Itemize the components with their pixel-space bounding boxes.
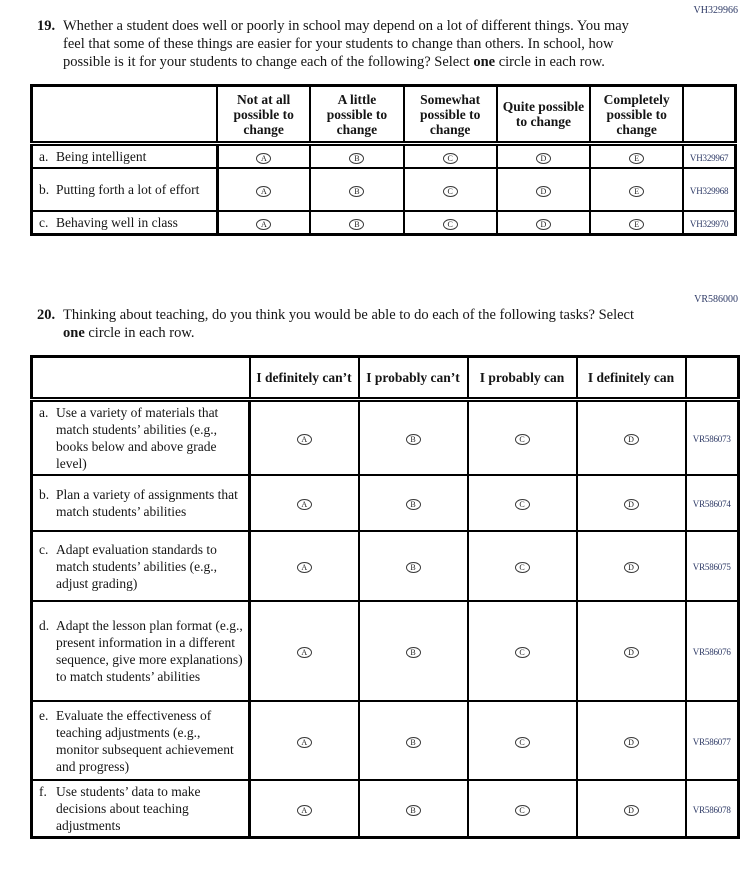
question-19 [37,17,693,71]
row-label: Adapt evaluation standards to match students’ abilities (e.g., adjust grading) [56,541,217,591]
option-circle-a[interactable]: A [256,186,271,197]
row-label: Putting forth a lot of effort [56,182,200,197]
option-circle-a[interactable]: A [297,737,312,748]
option-circle-b[interactable]: B [406,737,421,748]
question-20-text [63,306,651,342]
q20-text-pre: Thinking about teaching, do you think you would be able to do each of the following tasks? Select [63,307,635,323]
option-circle-b[interactable]: B [349,153,364,164]
option-circle-d[interactable]: D [624,562,639,573]
option-circle-a[interactable]: A [297,647,312,658]
option-circle-a[interactable]: A [256,153,271,164]
q20-row-b-label-cell [32,475,250,531]
q19-header-blank [32,86,218,144]
item-code: VR586078 [692,804,731,815]
row-label: Adapt the lesson plan format (e.g., present information in a different sequence, give more explanations) to match students’ abilities [56,618,243,684]
q19-row-b-label-cell [32,168,218,211]
q20-header-code-blank [686,357,739,400]
q20-column-header-2: I probably can’t [359,357,468,400]
row-prefix: c. [39,215,49,230]
table-row [32,400,739,476]
option-circle-e[interactable]: E [629,219,644,230]
q19-column-header-5: Completely possible to change [590,86,683,144]
option-circle-a[interactable]: A [297,499,312,510]
item-code: VR586074 [692,499,731,509]
item-code: VH329970 [689,218,729,229]
q20-reference-code: VR586000 [694,294,738,305]
q20-row-c-label-cell [32,531,250,601]
option-circle-d[interactable]: D [624,647,639,658]
option-circle-c[interactable]: C [515,434,530,445]
q20-response-table [30,355,740,839]
q19-header-code-blank [683,86,735,144]
option-circle-c[interactable]: C [443,186,458,197]
option-circle-d[interactable]: D [624,805,639,816]
question-19-text [63,17,651,71]
q20-row-d-label-cell [32,601,250,701]
q20-text-bold: one [63,325,85,341]
row-prefix: a. [39,405,49,420]
table-row [32,780,739,838]
option-circle-c[interactable]: C [515,499,530,510]
option-circle-c[interactable]: C [515,647,530,658]
option-circle-d[interactable]: D [624,737,639,748]
option-circle-d[interactable]: D [624,434,639,445]
option-circle-d[interactable]: D [536,153,551,164]
row-label: Being intelligent [56,149,147,164]
option-circle-b[interactable]: B [406,434,421,445]
option-circle-b[interactable]: B [349,219,364,230]
q20-text-post: circle in each row. [84,325,195,341]
q19-reference-code: VH329966 [693,5,738,16]
item-code: VH329968 [689,185,729,196]
q19-row-a-label-cell [32,144,218,169]
item-code: VR586076 [692,647,731,657]
item-code: VR586077 [692,736,731,747]
q19-column-header-1: Not at all possible to change [217,86,310,144]
q19-text-bold: one [473,54,496,70]
table-row [32,701,739,780]
q20-header-blank [32,357,250,400]
table-row [32,168,736,211]
row-prefix: e. [39,707,49,723]
row-prefix: a. [39,149,49,164]
table-row [32,144,736,169]
item-code: VR586073 [692,434,731,444]
option-circle-b[interactable]: B [406,562,421,573]
row-prefix: b. [39,182,50,197]
row-label: Use a variety of materials that match students’ abilities (e.g., books below and above grade level) [56,405,219,471]
q19-text-post: circle in each row. [495,54,605,70]
row-label: Behaving well in class [56,215,178,230]
option-circle-c[interactable]: C [443,219,458,230]
question-19-number: 19. [37,18,56,34]
question-20 [37,306,693,342]
row-prefix: d. [39,618,50,633]
option-circle-b[interactable]: B [349,186,364,197]
option-circle-e[interactable]: E [629,153,644,164]
option-circle-a[interactable]: A [297,434,312,445]
option-circle-b[interactable]: B [406,647,421,658]
q19-column-header-3: Somewhat possible to change [404,86,497,144]
item-code: VR586075 [692,562,731,572]
row-prefix: f. [39,784,47,799]
row-label: Plan a variety of assignments that match students’ abilities [56,487,238,519]
option-circle-d[interactable]: D [624,499,639,510]
item-code: VH329967 [689,152,729,163]
table-row [32,601,739,701]
table-row [32,531,739,601]
row-prefix: c. [39,541,49,557]
option-circle-b[interactable]: B [406,499,421,510]
q19-row-c-label-cell [32,211,218,235]
row-label: Use students’ data to make decisions about teaching adjustments [56,784,201,833]
option-circle-c[interactable]: C [515,562,530,573]
option-circle-a[interactable]: A [297,805,312,816]
option-circle-c[interactable]: C [515,737,530,748]
q20-row-f-label-cell [32,780,250,838]
question-20-number: 20. [37,307,56,323]
option-circle-c[interactable]: C [515,805,530,816]
q20-column-header-1: I definitely can’t [250,357,359,400]
option-circle-d[interactable]: D [536,219,551,230]
row-prefix: b. [39,487,50,502]
q20-column-header-4: I definitely can [577,357,686,400]
q20-row-e-label-cell [32,701,250,780]
option-circle-d[interactable]: D [536,186,551,197]
q19-column-header-2: A little possible to change [310,86,403,144]
option-circle-c[interactable]: C [443,153,458,164]
q20-column-header-3: I probably can [468,357,577,400]
option-circle-a[interactable]: A [256,219,271,230]
option-circle-a[interactable]: A [297,562,312,573]
q19-text-pre: Whether a student does well or poorly in school may depend on a lot of different things. You may feel that some of these things are easier for your students to change than others. In school, how possible is it for your students to change each of the following? Select [63,18,629,70]
option-circle-b[interactable]: B [406,805,421,816]
q19-column-header-4: Quite possible to change [497,86,590,144]
table-row [32,211,736,235]
q20-row-a-label-cell [32,400,250,476]
q19-response-table [30,84,737,236]
row-label: Evaluate the effectiveness of teaching adjustments (e.g., monitor subsequent achievement and progress) [56,707,234,774]
table-row [32,475,739,531]
option-circle-e[interactable]: E [629,186,644,197]
